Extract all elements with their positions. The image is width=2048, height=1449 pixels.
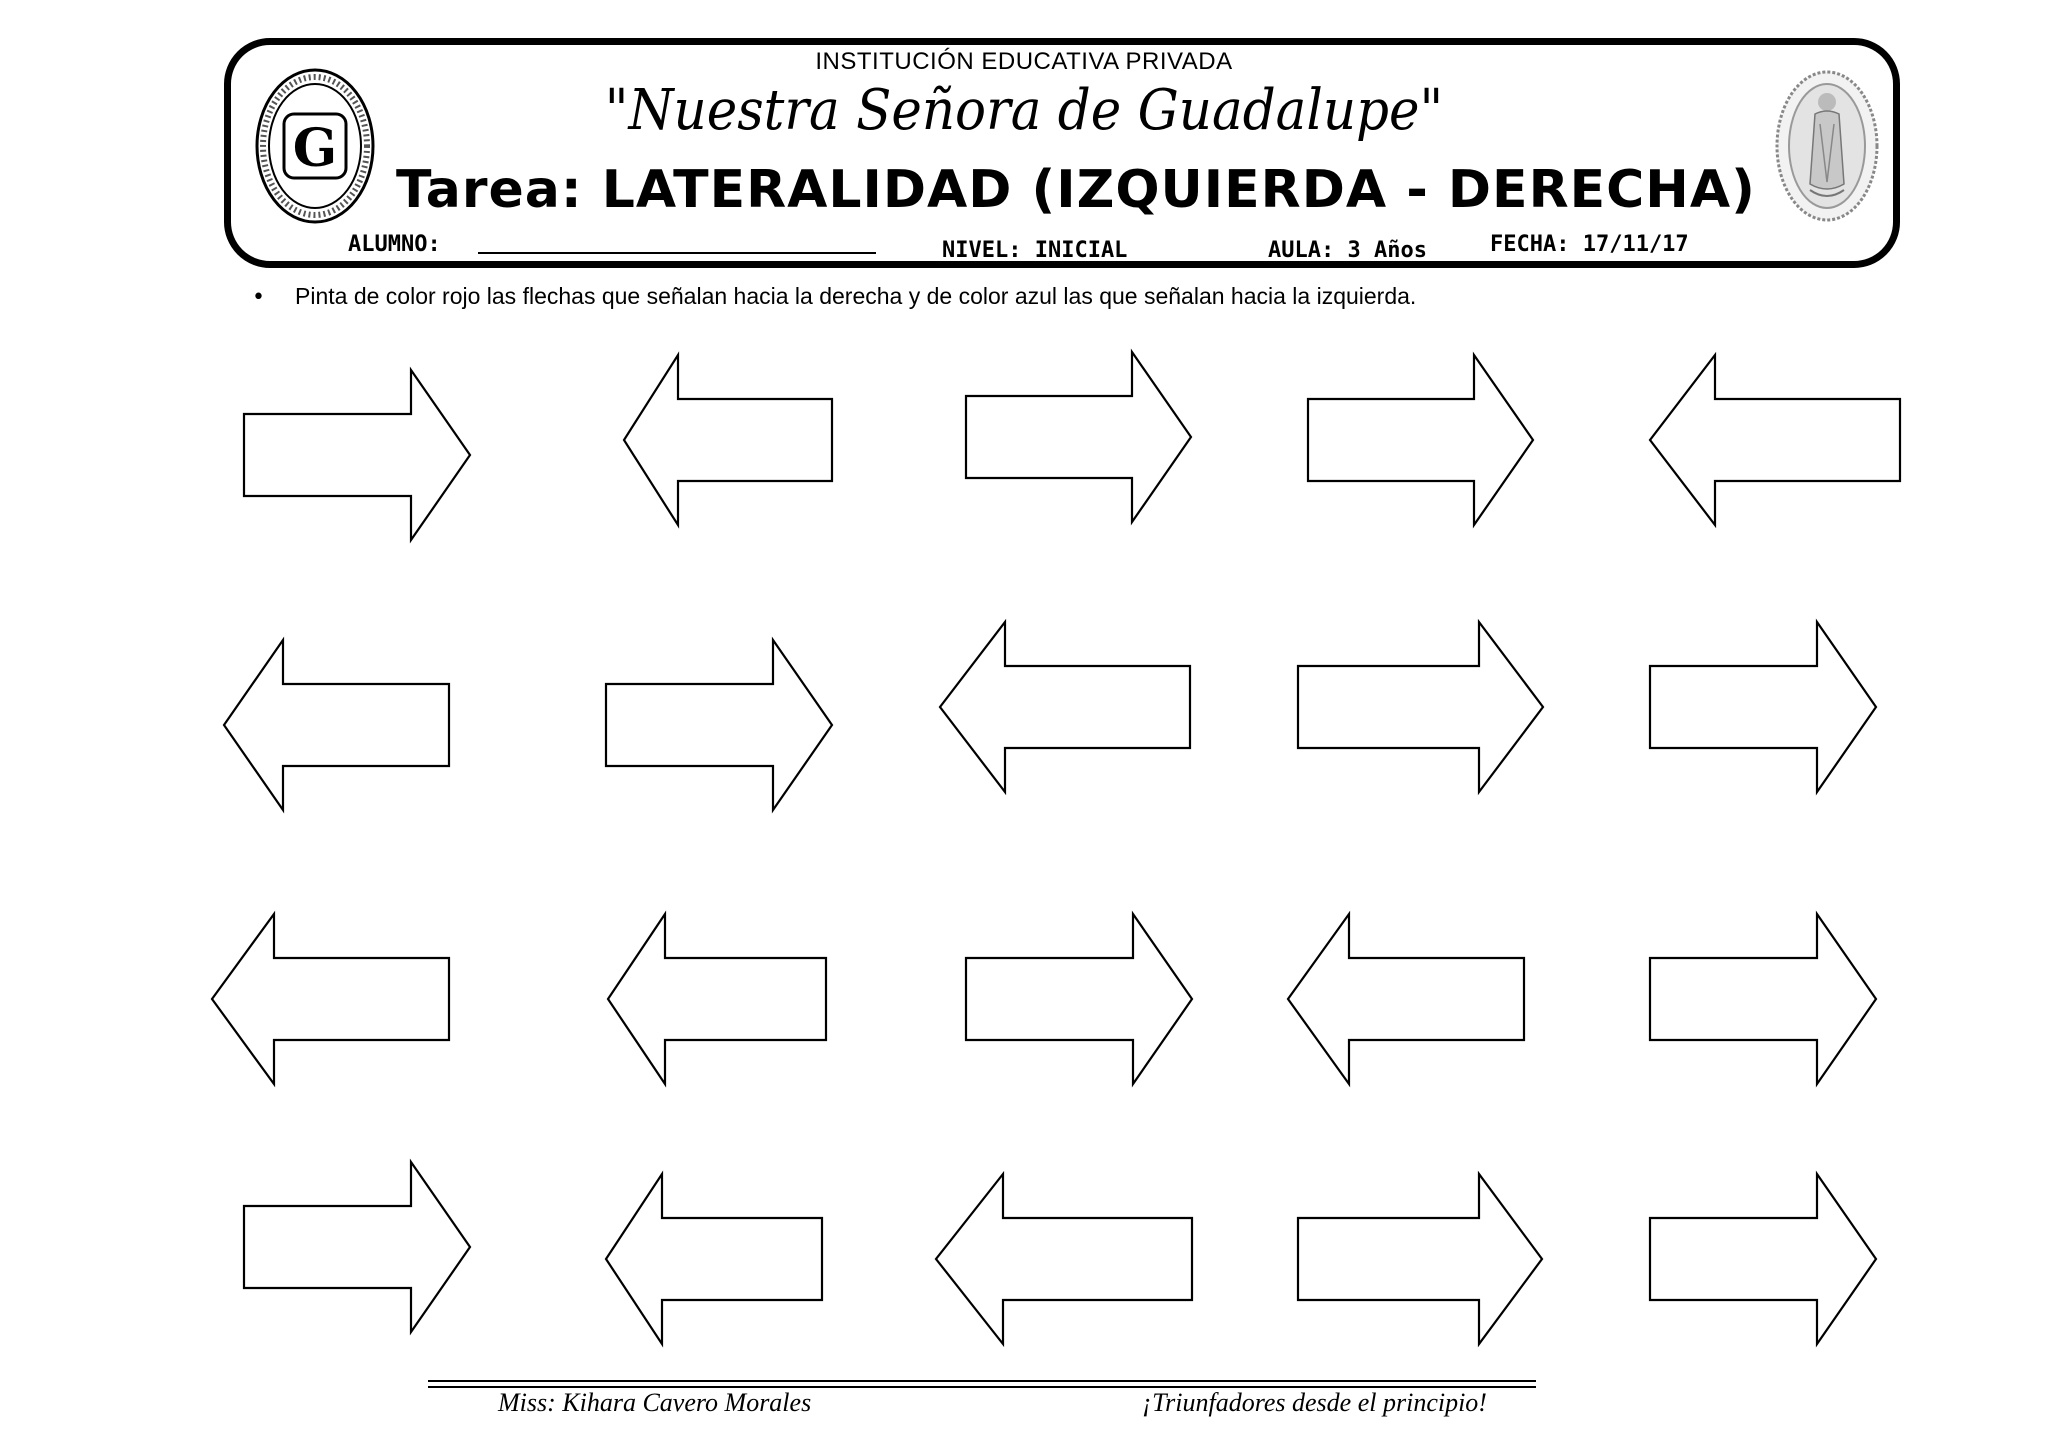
alumno-label: ALUMNO:: [348, 232, 441, 257]
arrow-left-icon[interactable]: [940, 622, 1190, 792]
arrow-left-icon[interactable]: [1288, 914, 1524, 1084]
arrow-left-icon[interactable]: [212, 914, 449, 1084]
arrow-right-icon[interactable]: [1650, 1174, 1876, 1344]
nivel-label: NIVEL: INICIAL: [942, 238, 1128, 263]
arrow-left-icon[interactable]: [608, 914, 826, 1084]
arrow-right-icon[interactable]: [1308, 355, 1533, 525]
aula-label: AULA: 3 Años: [1268, 238, 1427, 263]
arrow-right-icon[interactable]: [1650, 622, 1876, 792]
school-name: "Nuestra Señora de Guadalupe": [604, 78, 1444, 143]
footer-divider: [428, 1380, 1536, 1382]
arrow-right-icon[interactable]: [1298, 622, 1543, 792]
arrow-left-icon[interactable]: [1650, 355, 1900, 525]
logo-letter: G: [292, 118, 338, 179]
instruction-text: Pinta de color rojo las flechas que señalan hacia la derecha y de color azul las que señalan hacia la izquierda.: [295, 283, 1417, 309]
arrow-left-icon[interactable]: [224, 640, 449, 810]
motto: ¡Triunfadores desde el principio!: [1142, 1388, 1487, 1417]
arrow-left-icon[interactable]: [624, 355, 832, 525]
arrow-right-icon[interactable]: [1298, 1174, 1542, 1344]
arrow-right-icon[interactable]: [244, 1162, 470, 1332]
fecha-label: FECHA: 17/11/17: [1490, 232, 1689, 257]
institution-label: INSTITUCIÓN EDUCATIVA PRIVADA: [815, 48, 1233, 75]
arrow-right-icon[interactable]: [966, 352, 1191, 522]
arrow-right-icon[interactable]: [966, 914, 1192, 1084]
task-title: Tarea: LATERALIDAD (IZQUIERDA - DERECHA): [396, 160, 1756, 220]
bullet-icon: •: [252, 285, 265, 310]
arrow-left-icon[interactable]: [936, 1174, 1192, 1344]
arrow-right-icon[interactable]: [606, 640, 832, 810]
arrow-left-icon[interactable]: [606, 1174, 822, 1344]
arrow-right-icon[interactable]: [244, 370, 470, 540]
arrow-right-icon[interactable]: [1650, 914, 1876, 1084]
teacher-name: Miss: Kihara Cavero Morales: [498, 1388, 812, 1417]
